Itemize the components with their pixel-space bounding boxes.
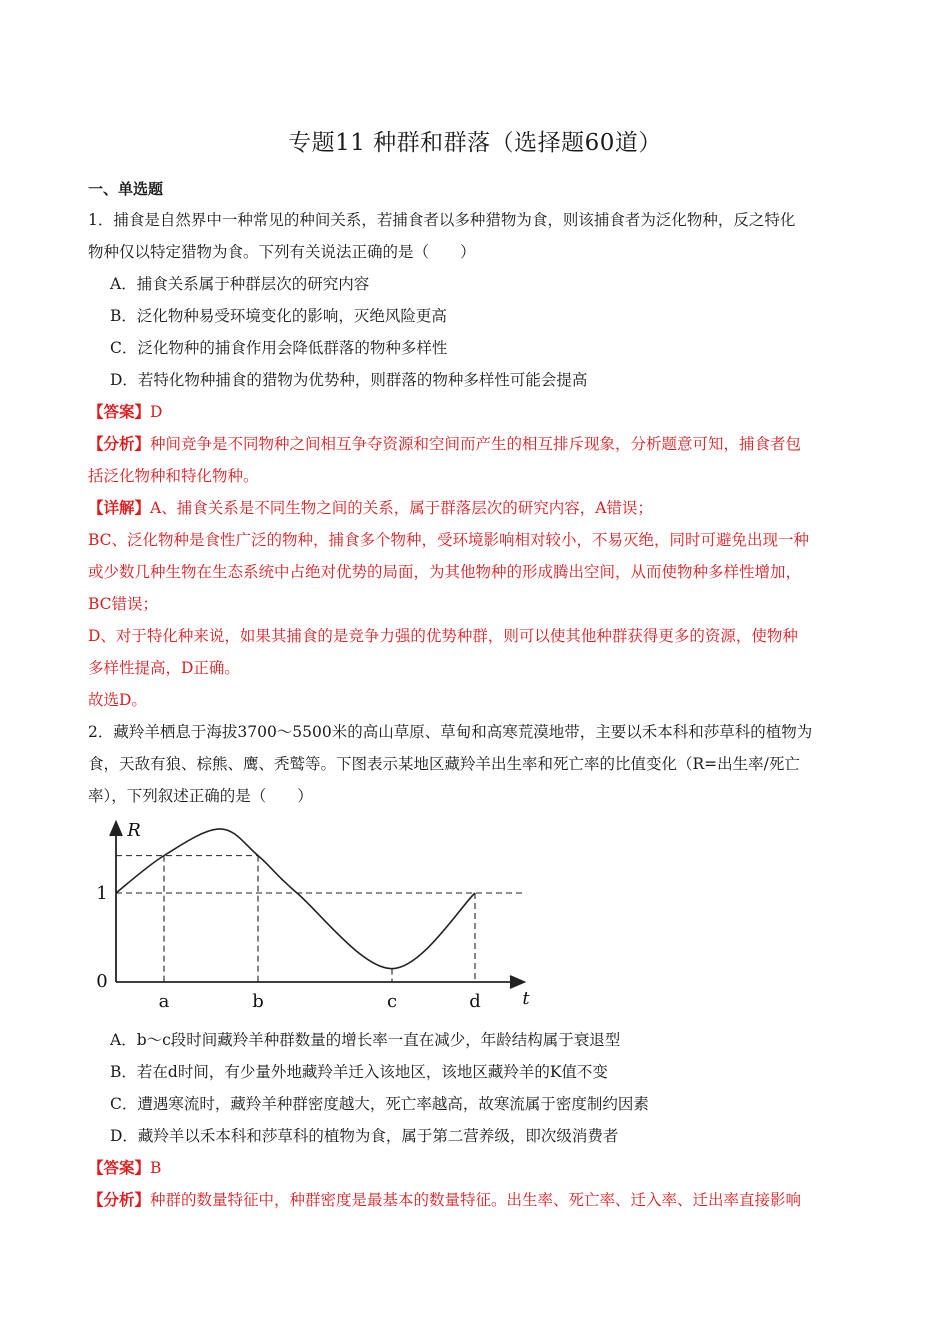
- x-tick-label-d: d: [469, 991, 481, 1012]
- answer-tag: 【答案】: [88, 402, 151, 421]
- q2-answer: [88, 1156, 868, 1178]
- q1-detail-line5: D、对于特化种来说，如果其捕食的是竞争力强的优势种群，则可以使其他种群获得更多的资源，使物种: [88, 627, 798, 645]
- detail-text: A、捕食关系是不同生物之间的关系，属于群落层次的研究内容，A错误；: [150, 499, 653, 517]
- detail-tag: 【详解】: [88, 498, 151, 517]
- y-axis-label: R: [127, 820, 141, 841]
- x-tick-label-b: b: [252, 991, 264, 1012]
- q1-option-d: D．若特化物种捕食的猎物为优势种，则群落的物种多样性可能会提高: [110, 371, 588, 389]
- q1-stem-line1: 1．捕食是自然界中一种常见的种间关系，若捕食者以多种猎物为食，则该捕食者为泛化物种，反之特化: [88, 211, 796, 229]
- q2-stem-line2: 食，天敌有狼、棕熊、鹰、秃鹫等。下图表示某地区藏羚羊出生率和死亡率的比值变化（R=出生率/死亡: [88, 755, 800, 773]
- x-axis-label: t: [522, 988, 530, 1009]
- x-tick-label-a: a: [158, 991, 170, 1012]
- answer-value: D: [150, 403, 163, 421]
- q1-detail-line1: [88, 496, 868, 518]
- y-axis-arrow: [110, 822, 122, 836]
- q1-detail-line3: 或少数几种生物在生态系统中占绝对优势的局面，为其他物种的形成腾出空间，从而使物种多样性增加，: [88, 563, 802, 581]
- analysis-tag: 【分析】: [88, 434, 151, 453]
- x-axis-arrow: [510, 976, 524, 988]
- q1-detail-line4: BC错误；: [88, 595, 159, 613]
- q2-stem-line1: 2．藏羚羊栖息于海拔3700～5500米的高山草原、草甸和高寒荒漠地带，主要以禾本科和莎草科的植物为: [88, 723, 813, 741]
- q1-analysis-line2: 括泛化物种和特化物种。: [88, 467, 259, 485]
- q2-option-a: A．b～c段时间藏羚羊种群数量的增长率一直在减少，年龄结构属于衰退型: [110, 1031, 621, 1049]
- q2-option-c: C．遭遇寒流时，藏羚羊种群密度越大，死亡率越高，故寒流属于密度制约因素: [110, 1095, 649, 1113]
- origin-label: 0: [96, 971, 108, 992]
- q1-conclusion: 故选D。: [88, 691, 147, 709]
- analysis-text: 种间竞争是不同物种之间相互争夺资源和空间而产生的相互排斥现象，分析题意可知，捕食者包: [150, 435, 802, 453]
- q1-analysis-line1: [88, 432, 868, 454]
- q1-detail-line6: 多样性提高，D正确。: [88, 659, 240, 677]
- x-tick-label-c: c: [386, 991, 398, 1012]
- q2-analysis-line1: [88, 1188, 868, 1210]
- section-heading: 一、单选题: [88, 180, 164, 198]
- y-tick-label-1: 1: [96, 883, 108, 904]
- q1-option-c: C．泛化物种的捕食作用会降低群落的物种多样性: [110, 339, 448, 357]
- page-title: 专题11 种群和群落（选择题60道）: [288, 130, 662, 156]
- answer-value: B: [150, 1159, 162, 1177]
- q1-stem-line2: 物种仅以特定猎物为食。下列有关说法正确的是（ ）: [88, 243, 476, 261]
- q1-option-a: A．捕食关系属于种群层次的研究内容: [110, 275, 370, 293]
- q1-option-b: B．泛化物种易受环境变化的影响，灭绝风险更高: [110, 307, 447, 325]
- q1-answer: [88, 400, 868, 422]
- r-ratio-chart: [92, 814, 538, 1014]
- q2-option-b: B．若在d时间，有少量外地藏羚羊迁入该地区，该地区藏羚羊的K值不变: [110, 1063, 608, 1081]
- r-curve: [116, 829, 475, 969]
- answer-tag: 【答案】: [88, 1158, 151, 1177]
- analysis-tag: 【分析】: [88, 1190, 151, 1209]
- q2-stem-line3: 率），下列叙述正确的是（ ）: [88, 787, 313, 805]
- q1-detail-line2: BC、泛化物种是食性广泛的物种，捕食多个物种，受环境影响相对较小，不易灭绝，同时可避免出现一种: [88, 531, 810, 549]
- analysis-text: 种群的数量特征中，种群密度是最基本的数量特征。出生率、死亡率、迁入率、迁出率直接影响: [150, 1191, 802, 1209]
- q2-option-d: D．藏羚羊以禾本科和莎草科的植物为食，属于第二营养级，即次级消费者: [110, 1127, 619, 1145]
